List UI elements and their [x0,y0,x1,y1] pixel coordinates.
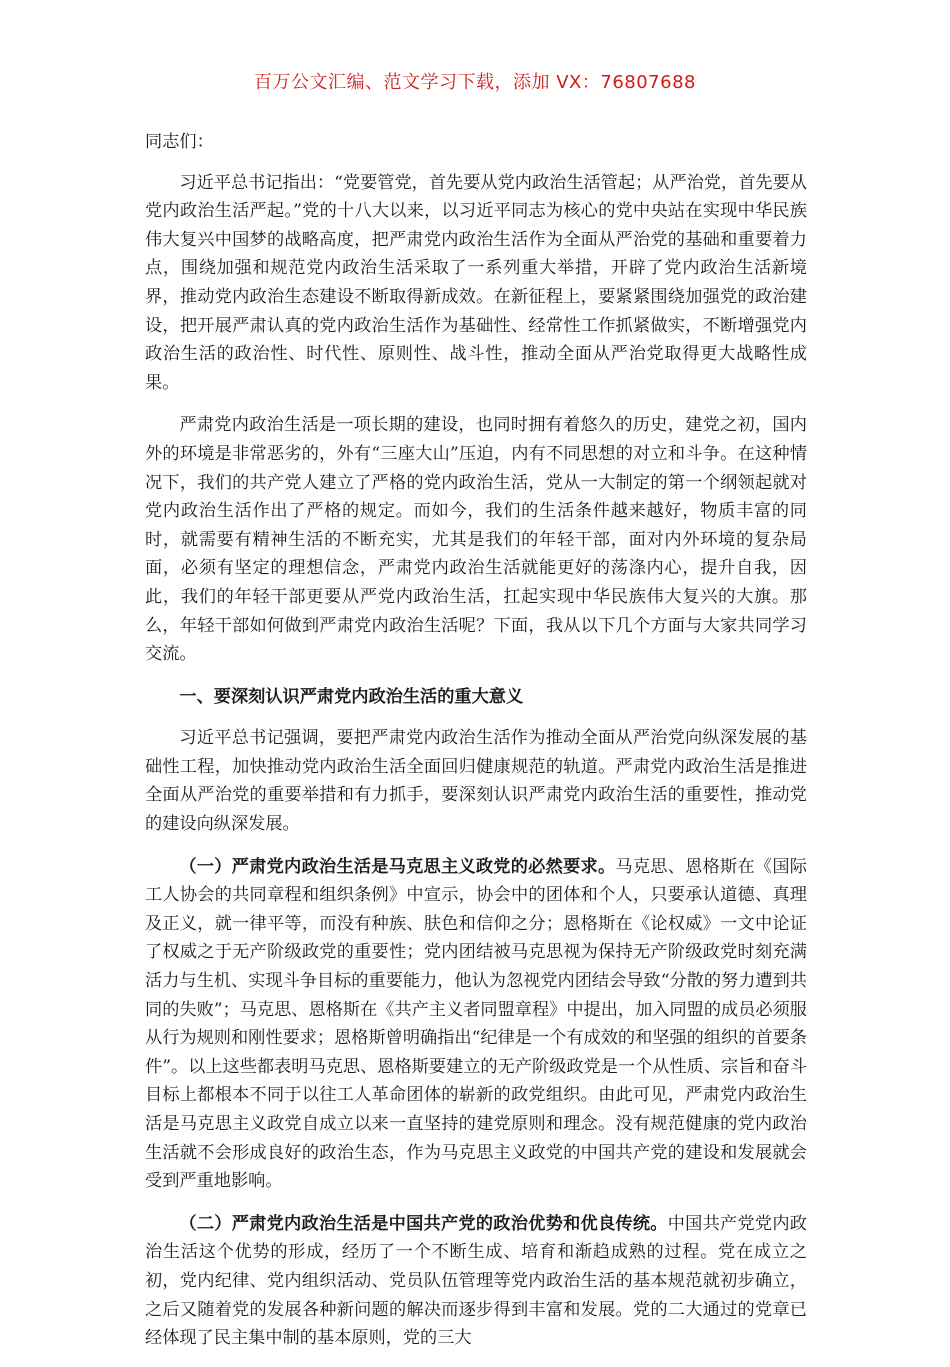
subsection-2-body: 中国共产党党内政治生活这个优势的形成，经历了一个不断生成、培育和渐趋成熟的过程。党在成立之初，党内纪律、党内组织活动、党员队伍管理等党内政治生活的基本规范就初步确立，之后又随着党的发展各种新问题的解决而逐步得到丰富和发展。党的二大通过的党章已经体现了民主集中制的基本原则，党的三大 [145,1213,807,1349]
subsection-2-lead: （二）严肃党内政治生活是中国共产党的政治优势和优良传统。 [179,1213,668,1234]
subsection-1-body: 马克思、恩格斯在《国际工人协会的共同章程和组织条例》中宣示，协会中的团体和个人，只要承认道德、真理及正义，就一律平等，而没有种族、肤色和信仰之分；恩格斯在《论权威》一文中论证了权威之于无产阶级政党的重要性；党内团结被马克思视为保持无产阶级政党时刻充满活力与生机、实现斗争目标的重要能力，他认为忽视党内团结会导致“分散的努力遭到共同的失败”；马克思、恩格斯在《共产主义者同盟章程》中提出，加入同盟的成员必须服从行为规则和刚性要求；恩格斯曾明确指出“纪律是一个有成效的和坚强的组织的首要条件”。以上这些都表明马克思、恩格斯要建立的无产阶级政党是一个从性质、宗旨和奋斗目标上都根本不同于以往工人革命团体的崭新的政党组织。由此可见，严肃党内政治生活是马克思主义政党自成立以来一直坚持的建党原则和理念。没有规范健康的党内政治生活就不会形成良好的政治生态，作为马克思主义政党的中国共产党的建设和发展就会受到严重地影响。 [145,856,807,1192]
paragraph-intro: 习近平总书记指出：“党要管党，首先要从党内政治生活管起；从严治党，首先要从党内政治生活严起。”党的十八大以来，以习近平同志为核心的党中央站在实现中华民族伟大复兴中国梦的战略高度，把严肃党内政治生活作为全面从严治党的基础和重要着力点，围绕加强和规范党内政治生活采取了一系列重大举措，开辟了党内政治生活新境界，推动党内政治生态建设不断取得新成效。在新征程上，要紧紧围绕加强党的政治建设，把开展严肃认真的党内政治生活作为基础性、经常性工作抓紧做实，不断增强党内政治生活的政治性、时代性、原则性、战斗性，推动全面从严治党取得更大战略性成果。 [145,172,807,393]
paragraph-subsection-1 [145,853,807,1196]
greeting: 同志们： [145,132,214,152]
paragraph-background: 严肃党内政治生活是一项长期的建设，也同时拥有着悠久的历史，建党之初，国内外的环境是非常恶劣的，外有“三座大山”压迫，内有不同思想的对立和斗争。在这种情况下，我们的共产党人建立了严格的党内政治生活，党从一大制定的第一个纲领起就对党内政治生活作出了严格的规定。而如今，我们的生活条件越来越好，物质丰富的同时，就需要有精神生活的不断充实，尤其是我们的年轻干部，面对内外环境的复杂局面，必须有坚定的理想信念，严肃党内政治生活就能更好的荡涤内心，提升自我，因此，我们的年轻干部更要从严党内政治生活，扛起实现中华民族伟大复兴的大旗。那么，年轻干部如何做到严肃党内政治生活呢？下面，我从以下几个方面与大家共同学习交流。 [145,415,807,665]
paragraph-subsection-2 [145,1210,807,1353]
section-heading-1: 一、要深刻认识严肃党内政治生活的重大意义 [179,686,524,707]
watermark-header: 百万公文汇编、范文学习下载，添加 VX：76807688 [254,72,696,93]
paragraph-section-1-intro: 习近平总书记强调，要把严肃党内政治生活作为推动全面从严治党向纵深发展的基础性工程，加快推动党内政治生活全面回归健康规范的轨道。严肃党内政治生活是推进全面从严治党的重要举措和有力抓手，要深刻认识严肃党内政治生活的重要性，推动党的建设向纵深发展。 [145,728,807,835]
document-body [145,128,807,1367]
subsection-1-lead: （一）严肃党内政治生活是马克思主义政党的必然要求。 [179,856,616,877]
